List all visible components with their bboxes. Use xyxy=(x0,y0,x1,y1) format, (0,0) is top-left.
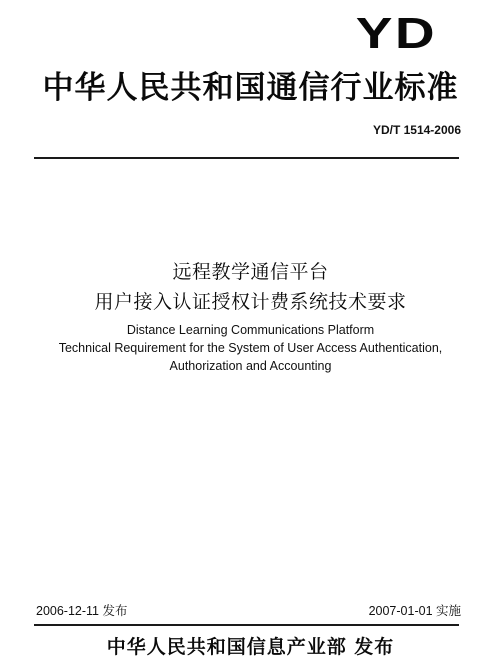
standard-code: YD/T 1514-2006 xyxy=(372,123,461,137)
implementation-date: 2007-01-01 实施 xyxy=(368,604,461,618)
english-title-line-1: Distance Learning Communications Platform xyxy=(126,323,375,337)
yd-logo: YD xyxy=(355,9,437,58)
english-title-line-3: Authorization and Accounting xyxy=(169,359,332,373)
publisher: 中华人民共和国信息产业部 发布 xyxy=(106,636,395,658)
chinese-title-line-2: 用户接入认证授权计费系统技术要求 xyxy=(94,291,407,313)
english-title-line-2: Technical Requirement for the System of User Access Authentication, xyxy=(58,341,443,355)
bottom-divider xyxy=(34,624,459,626)
chinese-title-line-1: 远程教学通信平台 xyxy=(172,261,329,283)
issue-date: 2006-12-11 发布 xyxy=(36,604,128,618)
standard-category-title: 中华人民共和国通信行业标准 xyxy=(42,70,459,106)
top-divider xyxy=(34,157,459,159)
